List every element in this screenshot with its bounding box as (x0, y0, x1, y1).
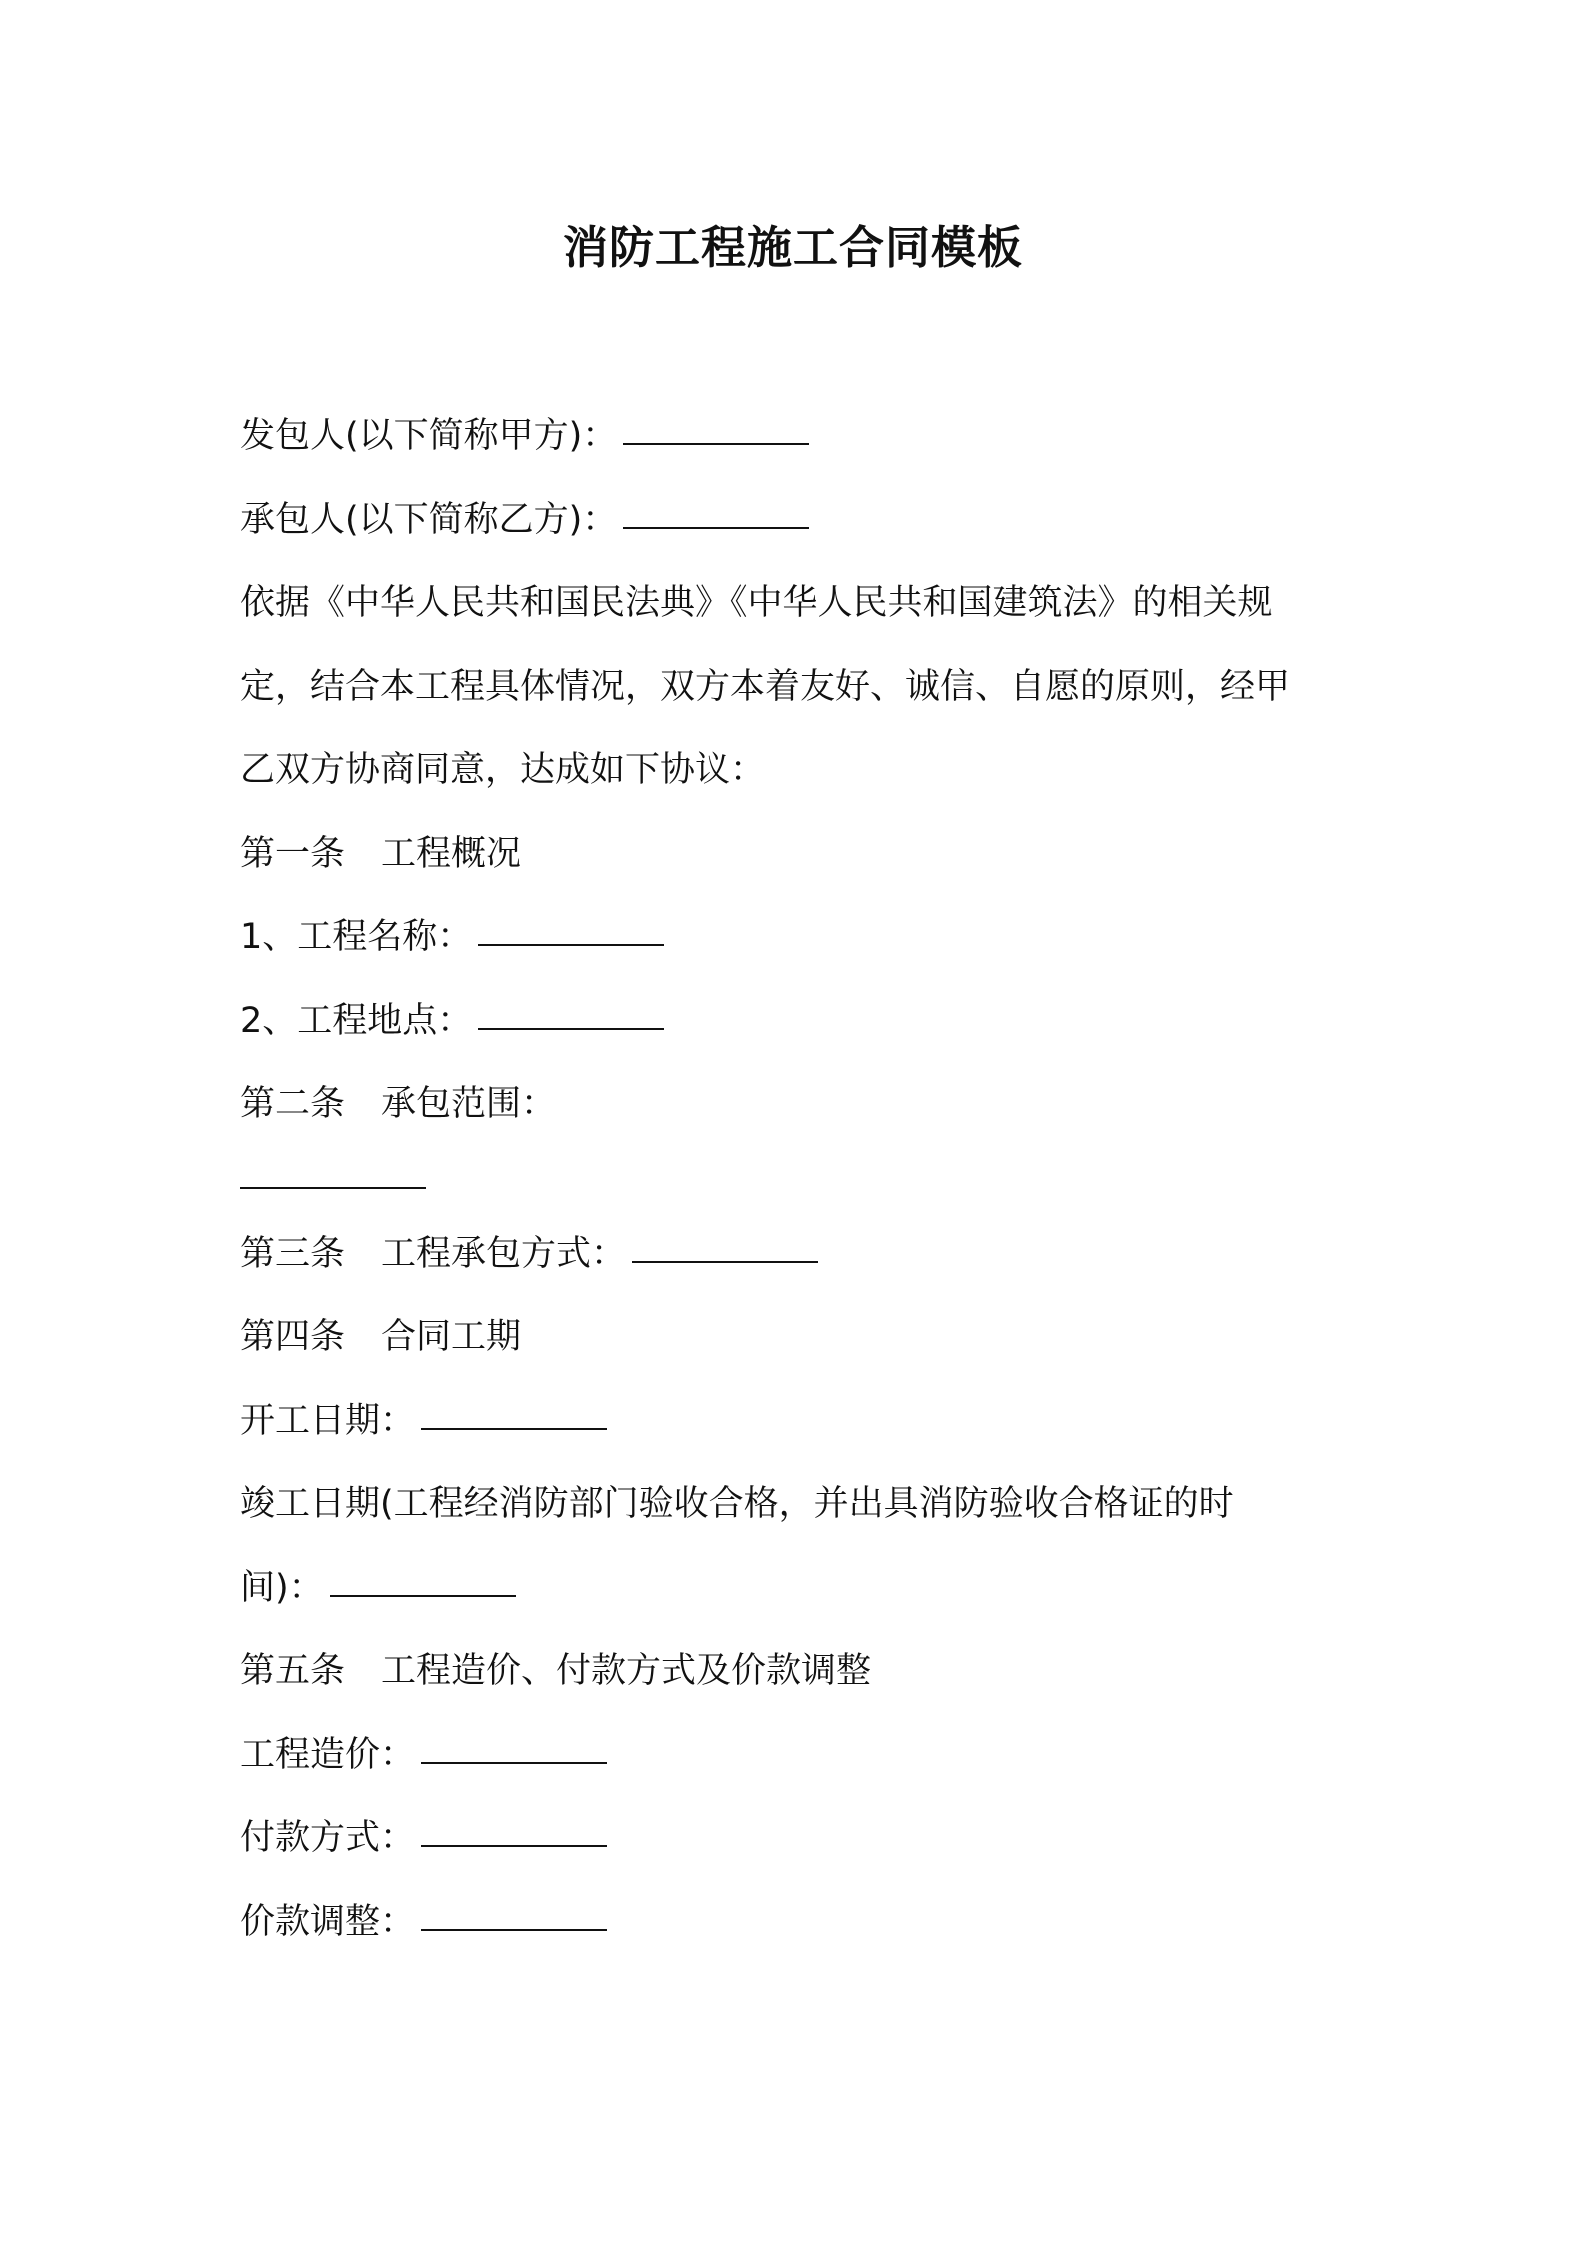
party-b-line (240, 479, 1360, 563)
price-line (240, 1714, 1360, 1798)
price-blank[interactable] (421, 1722, 607, 1764)
article-3-heading (240, 1213, 1360, 1297)
end-date-line-1: 竣工日期(工程经消防部门验收合格，并出具消防验收合格证的时 (240, 1484, 1234, 1524)
basis-line-1: 依据《中华人民共和国民法典》《中华人民共和国建筑法》的相关规 (240, 583, 1273, 623)
project-location-blank[interactable] (478, 988, 664, 1030)
start-date-line (240, 1380, 1360, 1464)
article-2-number: 第二条 (240, 1084, 346, 1124)
article-3-title: 工程承包方式： (381, 1233, 627, 1274)
party-a-label: 发包人(以下简称甲方)： (240, 416, 618, 456)
article-4-title: 合同工期 (381, 1317, 522, 1357)
party-b-label: 承包人(以下简称乙方)： (240, 499, 618, 540)
basis-line-3: 乙双方协商同意，达成如下协议： (240, 750, 766, 790)
article-1-title: 工程概况 (381, 833, 522, 874)
start-date-label: 开工日期： (240, 1400, 416, 1441)
end-date-line-2 (240, 1547, 1360, 1631)
project-name-label: 1、工程名称： (240, 917, 473, 957)
scope-blank[interactable] (240, 1147, 426, 1189)
article-1-heading (240, 813, 1360, 897)
end-date-blank[interactable] (330, 1555, 516, 1597)
payment-line (240, 1797, 1360, 1881)
adjustment-label: 价款调整： (240, 1901, 416, 1942)
document-title: 消防工程施工合同模板 (562, 221, 1023, 274)
article-5-title: 工程造价、付款方式及价款调整 (381, 1651, 872, 1691)
article-5-heading (240, 1630, 1360, 1714)
article-1-number: 第一条 (240, 833, 346, 874)
start-date-blank[interactable] (421, 1388, 607, 1430)
project-name-line (240, 896, 1360, 980)
adjustment-blank[interactable] (421, 1889, 607, 1931)
project-location-line (240, 980, 1360, 1064)
article-4-number: 第四条 (240, 1317, 346, 1357)
article-3-number: 第三条 (240, 1233, 346, 1274)
article-5-number: 第五条 (240, 1651, 346, 1691)
price-label: 工程造价： (240, 1734, 416, 1775)
party-a-blank[interactable] (623, 403, 809, 445)
article-2-heading (240, 1063, 1360, 1147)
project-location-label: 2、工程地点： (240, 1000, 473, 1041)
article-4-heading (240, 1296, 1360, 1380)
contract-mode-blank[interactable] (632, 1221, 818, 1263)
scope-blank-line (240, 1147, 1360, 1213)
payment-label: 付款方式： (240, 1818, 416, 1858)
party-a-line (240, 395, 1360, 479)
contract-body (240, 395, 1360, 1964)
project-name-blank[interactable] (478, 904, 664, 946)
end-date-label: 间)： (240, 1567, 324, 1608)
payment-blank[interactable] (421, 1805, 607, 1847)
party-b-blank[interactable] (623, 487, 809, 529)
article-2-title: 承包范围： (381, 1084, 557, 1124)
adjustment-line (240, 1881, 1360, 1965)
basis-line-2: 定，结合本工程具体情况，双方本着友好、诚信、自愿的原则，经甲 (240, 666, 1291, 707)
